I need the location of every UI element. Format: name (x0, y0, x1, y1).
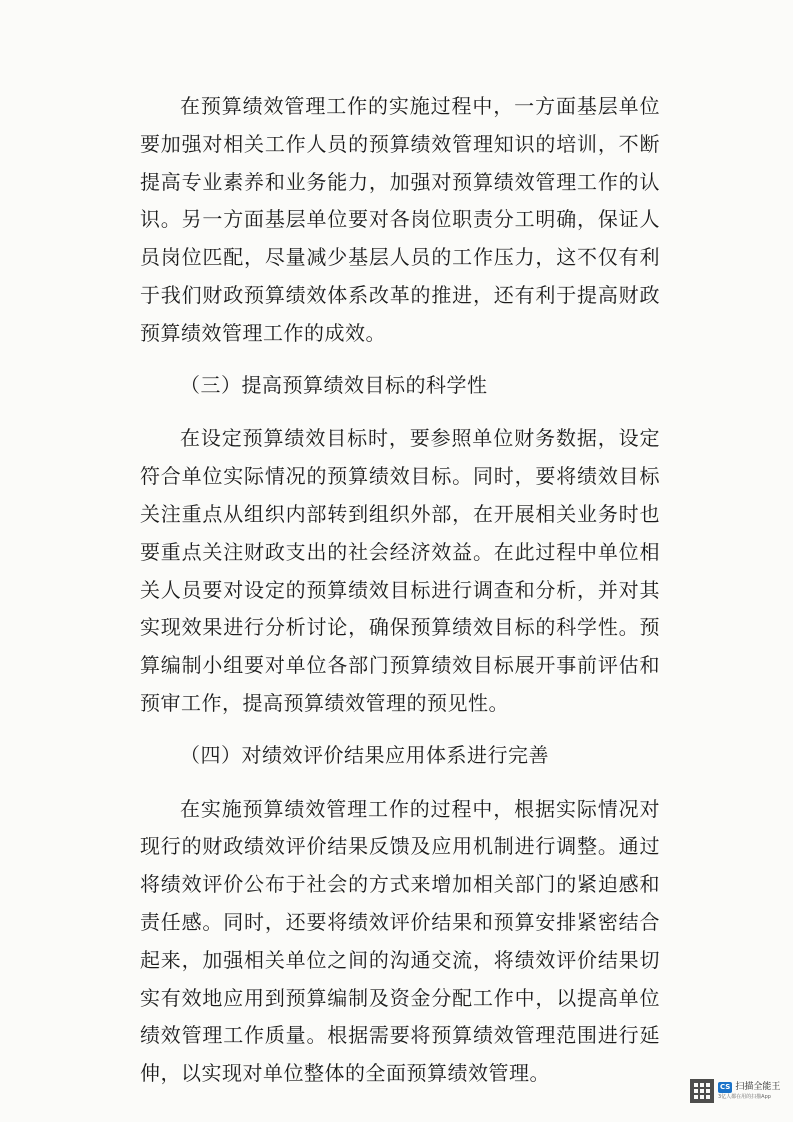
qr-code-icon (690, 1079, 714, 1103)
watermark-text (718, 1082, 780, 1101)
section-heading-3: （三）提高预算绩效目标的科学性 (180, 372, 488, 397)
paragraph-1: 在预算绩效管理工作的实施过程中，一方面基层单位要加强对相关工作人员的预算绩效管理知识的培训，不断提高专业素养和业务能力，加强对预算绩效管理工作的认识。另一方面基层单位要对各岗位职责分工明确，保证人员岗位匹配，尽量减少基层人员的工作压力，这不仅有利于我们财政预算绩效体系改革的推进，还有利于提高财政预算绩效管理工作的成效。 (140, 94, 660, 345)
watermark-subtitle: 3亿人都在用的扫描App (718, 1093, 771, 1100)
document-body (140, 88, 660, 1093)
section-heading-4: （四）对绩效评价结果应用体系进行完善 (180, 742, 549, 767)
paragraph-2: 在设定预算绩效目标时，要参照单位财务数据，设定符合单位实际情况的预算绩效目标。同时，要将绩效目标关注重点从组织内部转到组织外部，在开展相关业务时也要重点关注财政支出的社会经济效益。在此过程中单位相关人员要对设定的预算绩效目标进行调查和分析，并对其实现效果进行分析讨论，确保预算绩效目标的科学性。预算编制小组要对单位各部门预算绩效目标展开事前评估和预审工作，提高预算绩效管理的预见性。 (140, 426, 660, 715)
watermark-app-name: 扫描全能王 (735, 1081, 781, 1092)
cs-logo-badge: CS (720, 1082, 731, 1091)
scanner-watermark (690, 1076, 786, 1106)
paragraph-3: 在实施预算绩效管理工作的过程中，根据实际情况对现行的财政绩效评价结果反馈及应用机制进行调整。通过将绩效评价公布于社会的方式来增加相关部门的紧迫感和责任感。同时，还要将绩效评价结果和预算安排紧密结合起来，加强相关单位之间的沟通交流，将绩效评价结果切实有效地应用到预算编制及资金分配工作中，以提高单位绩效管理工作质量。根据需要将预算绩效管理范围进行延伸，以实现对单位整体的全面预算绩效管理。 (140, 796, 660, 1086)
